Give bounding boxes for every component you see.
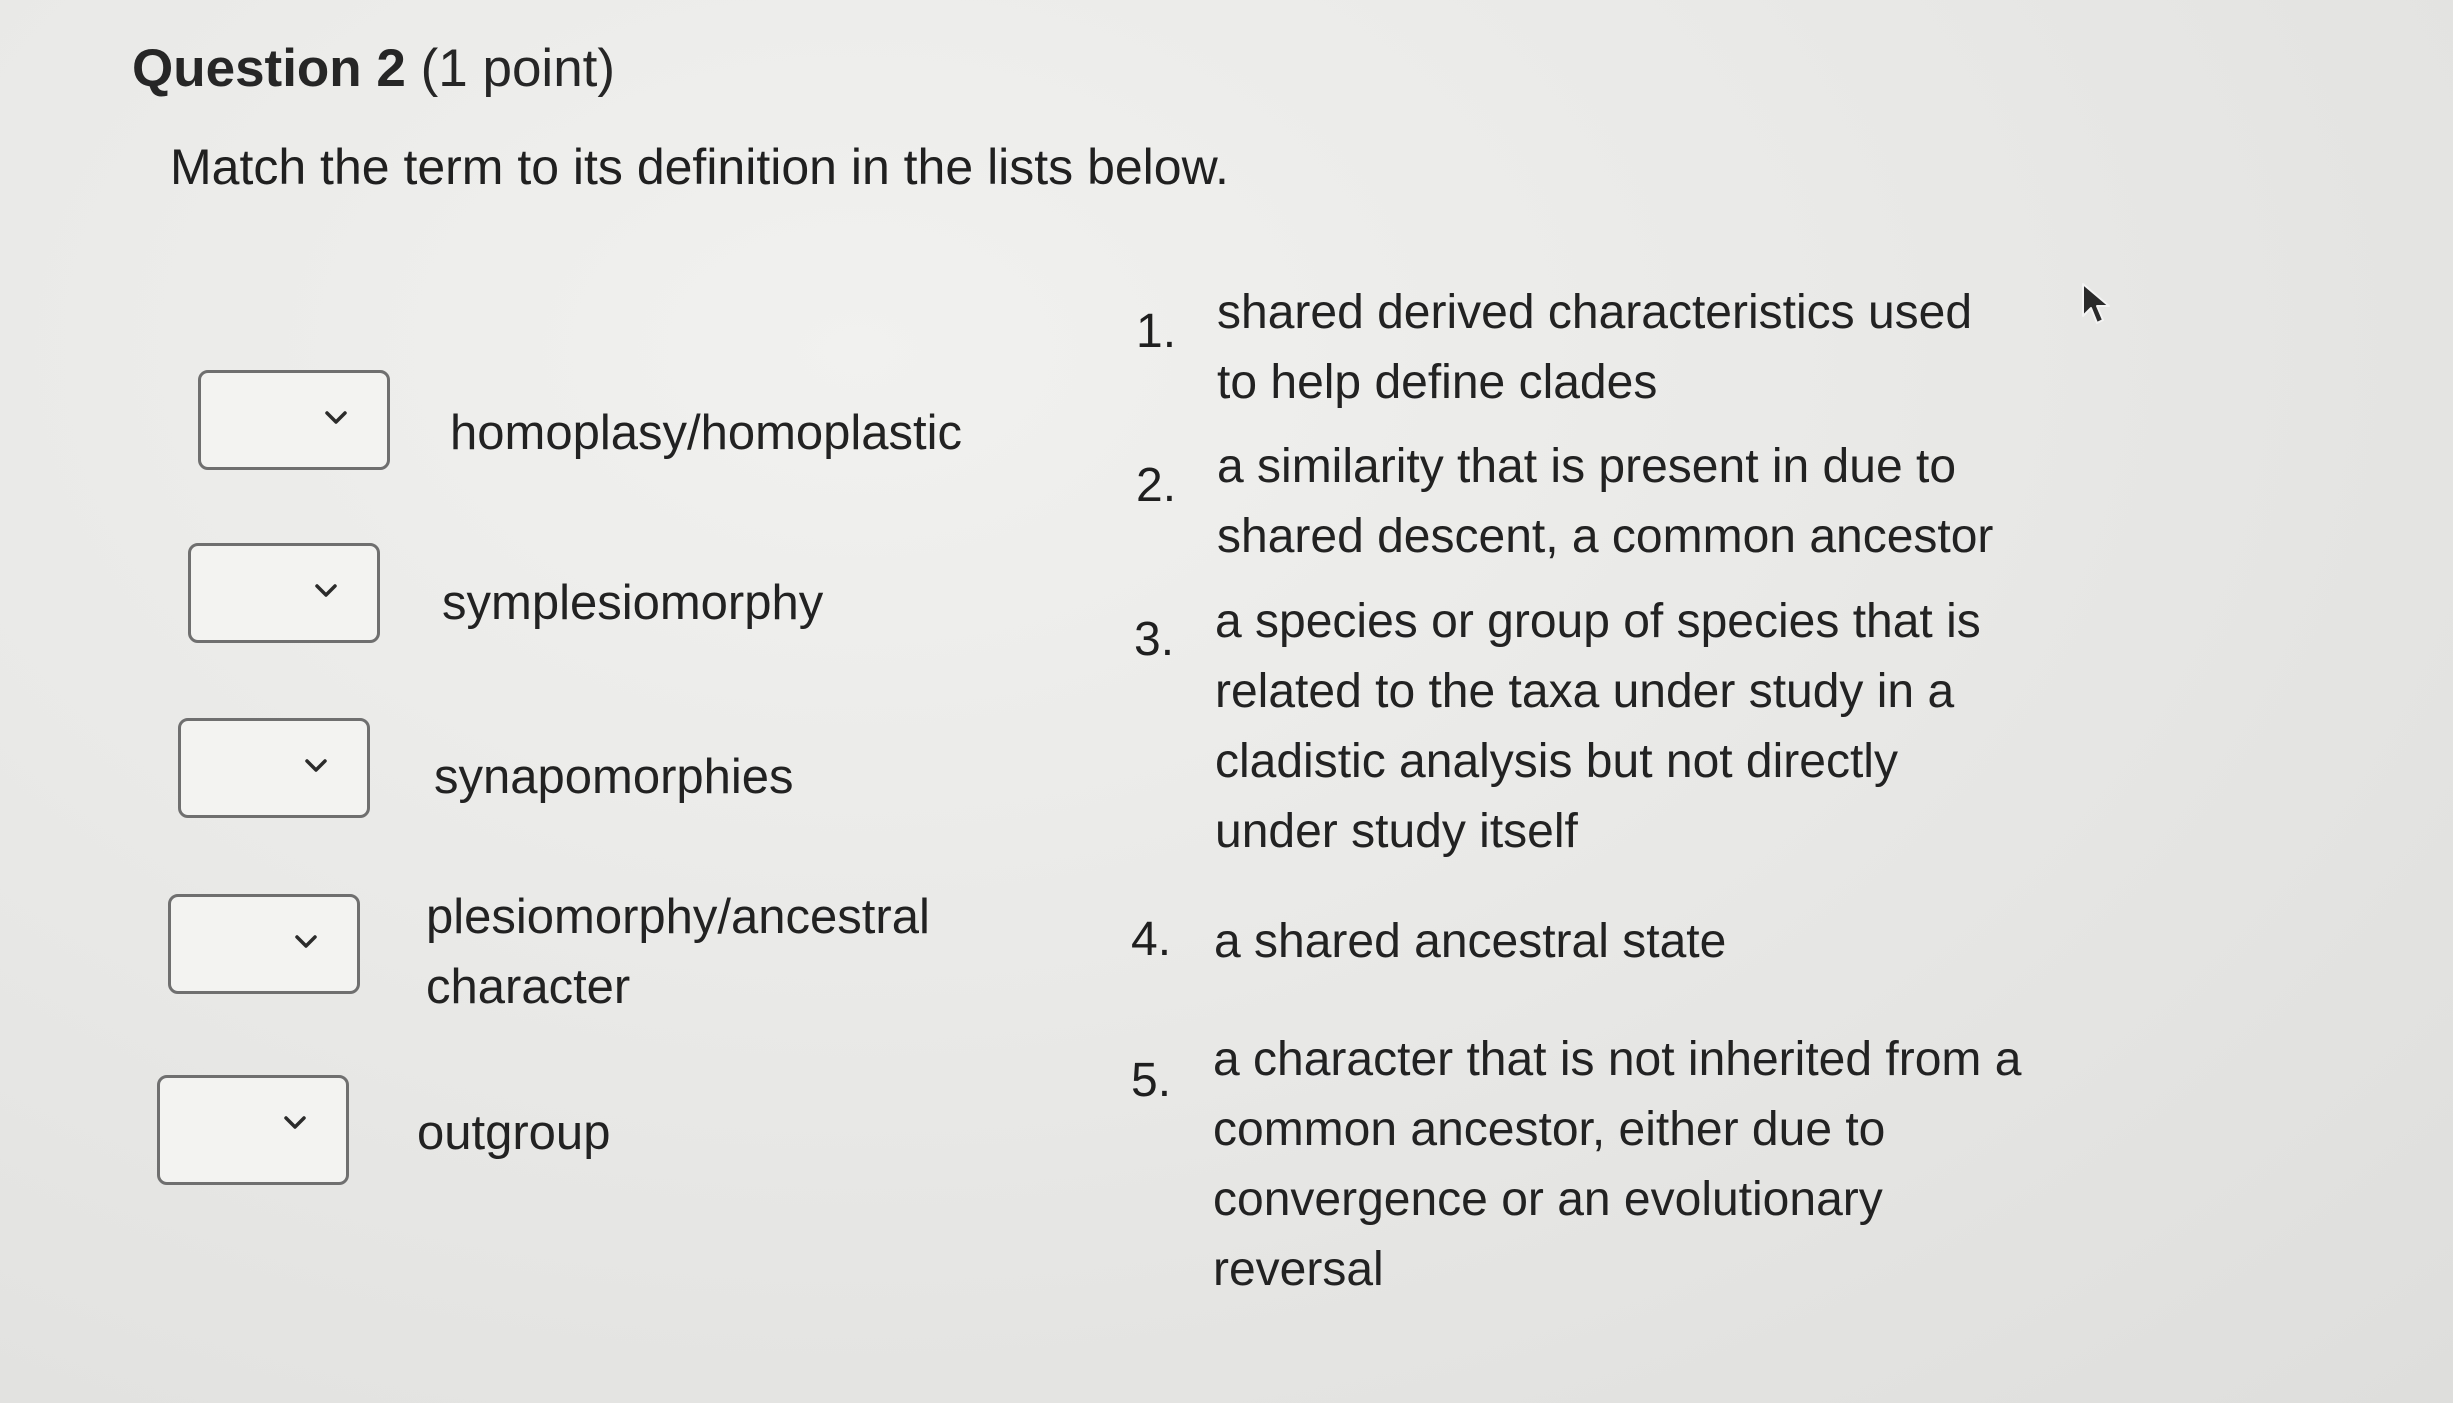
definition-number: 1.: [1136, 305, 1177, 358]
question-points: (1 point): [420, 39, 616, 98]
definition-number: 2.: [1136, 459, 1177, 512]
chevron-down-icon: [291, 927, 321, 957]
definition-number: 3.: [1134, 613, 1175, 666]
definition-text: a character that is not inherited from a common ancestor, either due to convergence or an evolutionary reversal: [1213, 1033, 2022, 1296]
chevron-down-icon: [301, 751, 331, 781]
term-select[interactable]: [178, 718, 370, 818]
term-label: outgroup: [417, 1106, 611, 1160]
definition-number: 5.: [1131, 1054, 1172, 1107]
question-prompt: Match the term to its definition in the lists below.: [170, 139, 1229, 195]
definition-text: a species or group of species that is related to the taxa under study in a cladistic analysis but not directly under study itself: [1215, 595, 1981, 858]
definition-number: 4.: [1131, 913, 1172, 966]
term-label: symplesiomorphy: [442, 576, 824, 630]
term-select[interactable]: [188, 543, 380, 643]
term-label: homoplasy/homoplastic: [450, 406, 963, 460]
chevron-down-icon: [321, 403, 351, 433]
definition-text: a similarity that is present in due to shared descent, a common ancestor: [1217, 440, 1994, 563]
chevron-down-icon: [280, 1108, 310, 1138]
term-label: synapomorphies: [434, 750, 794, 804]
question-title: Question 2: [132, 39, 406, 98]
term-select[interactable]: [198, 370, 390, 470]
chevron-down-icon: [311, 576, 341, 606]
question-header: [132, 38, 615, 99]
term-label: plesiomorphy/ancestral character: [426, 890, 930, 1014]
term-select[interactable]: [168, 894, 360, 994]
definition-text: shared derived characteristics used to help define clades: [1217, 286, 1973, 409]
term-select[interactable]: [157, 1075, 349, 1185]
definition-text: a shared ancestral state: [1214, 915, 1727, 968]
mouse-pointer-icon: [2080, 282, 2114, 328]
